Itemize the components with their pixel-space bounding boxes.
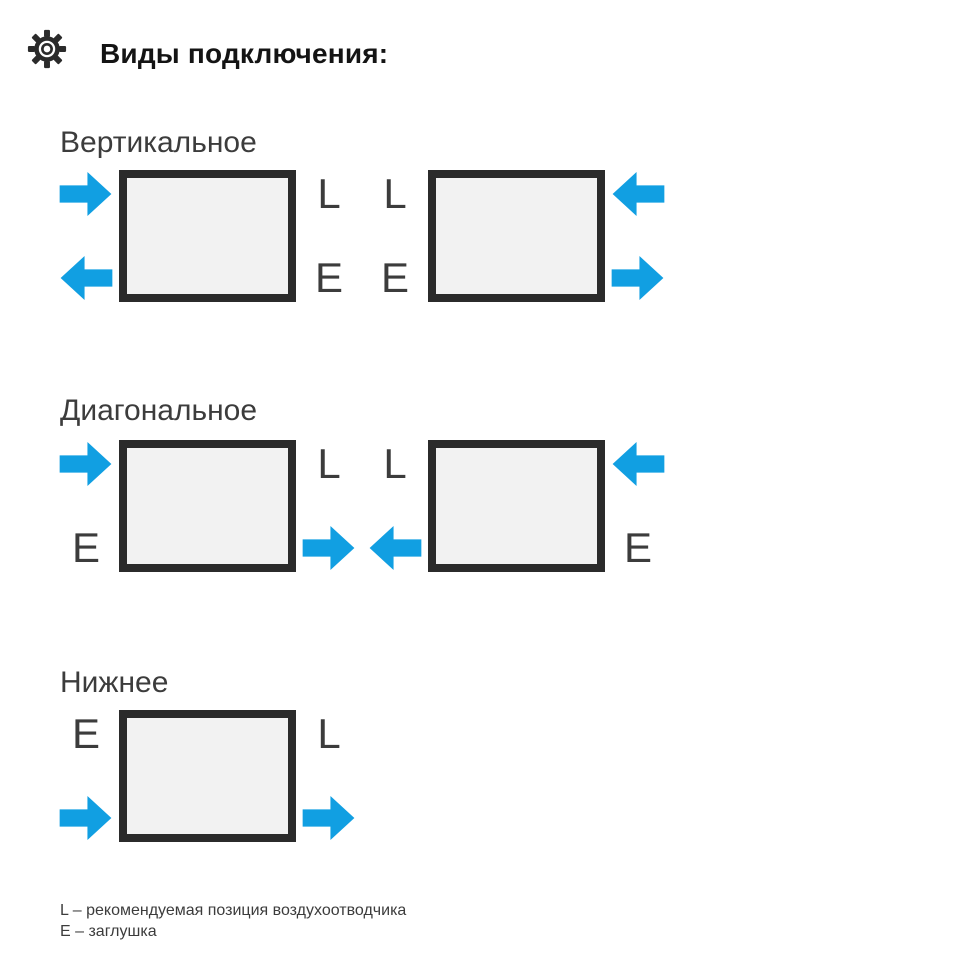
left-port-column bbox=[367, 440, 423, 572]
port-slot-right-top bbox=[301, 710, 357, 758]
flow-arrow-right-icon bbox=[611, 255, 665, 301]
port-label-e: E bbox=[623, 524, 652, 571]
port-slot-left-top bbox=[58, 440, 114, 488]
port-slot-right-bottom bbox=[301, 524, 357, 572]
flow-arrow-left-icon bbox=[368, 525, 422, 571]
port-slot-right-bottom bbox=[610, 254, 666, 302]
radiator-box bbox=[428, 440, 605, 572]
port-slot-right-top bbox=[610, 440, 666, 488]
flow-arrow-right-icon bbox=[59, 441, 113, 487]
port-slot-right-bottom bbox=[301, 794, 357, 842]
radiator-group bbox=[367, 440, 666, 572]
section-3 bbox=[0, 666, 970, 842]
section-heading: Нижнее bbox=[60, 666, 169, 699]
port-slot-right-top bbox=[610, 170, 666, 218]
left-port-column bbox=[58, 710, 114, 842]
port-label-l: L bbox=[383, 170, 407, 217]
port-slot-left-bottom bbox=[58, 254, 114, 302]
flow-arrow-left-icon bbox=[611, 171, 665, 217]
port-slot-right-top bbox=[301, 440, 357, 488]
flow-arrow-right-icon bbox=[302, 795, 356, 841]
port-label-l: L bbox=[317, 440, 341, 487]
radiator-box bbox=[119, 440, 296, 572]
flow-arrow-right-icon bbox=[59, 171, 113, 217]
section-2 bbox=[0, 394, 970, 572]
left-port-column bbox=[58, 440, 114, 572]
port-slot-left-top bbox=[58, 170, 114, 218]
port-label-e: E bbox=[314, 254, 343, 301]
port-label-e: E bbox=[380, 254, 409, 301]
legend-line-air-vent: L – рекомендуемая позиция воздухоотводчика bbox=[60, 902, 407, 919]
legend-line-plug: E – заглушка bbox=[60, 923, 157, 940]
port-slot-left-top bbox=[367, 440, 423, 488]
radiator-group bbox=[367, 170, 666, 302]
port-slot-right-bottom bbox=[301, 254, 357, 302]
port-slot-left-bottom bbox=[367, 254, 423, 302]
radiator-group bbox=[58, 170, 357, 302]
radiator-box bbox=[119, 170, 296, 302]
page-title: Виды подключения: bbox=[100, 38, 389, 69]
right-port-column bbox=[610, 440, 666, 572]
port-label-l: L bbox=[317, 710, 341, 757]
radiator-group bbox=[58, 440, 357, 572]
right-port-column bbox=[301, 170, 357, 302]
flow-arrow-right-icon bbox=[302, 525, 356, 571]
port-label-l: L bbox=[317, 170, 341, 217]
right-port-column bbox=[301, 440, 357, 572]
radiator-box bbox=[428, 170, 605, 302]
port-slot-left-bottom bbox=[58, 794, 114, 842]
left-port-column bbox=[58, 170, 114, 302]
port-slot-left-bottom bbox=[58, 524, 114, 572]
port-slot-left-top bbox=[367, 170, 423, 218]
legend bbox=[60, 900, 406, 942]
flow-arrow-left-icon bbox=[611, 441, 665, 487]
port-slot-left-bottom bbox=[367, 524, 423, 572]
flow-arrow-left-icon bbox=[59, 255, 113, 301]
port-slot-right-bottom bbox=[610, 524, 666, 572]
port-slot-right-top bbox=[301, 170, 357, 218]
section-heading: Вертикальное bbox=[60, 126, 257, 159]
right-port-column bbox=[610, 170, 666, 302]
port-label-e: E bbox=[71, 524, 100, 571]
section-heading: Диагональное bbox=[60, 394, 258, 427]
port-label-e: E bbox=[71, 710, 100, 757]
right-port-column bbox=[301, 710, 357, 842]
port-slot-left-top bbox=[58, 710, 114, 758]
gear-icon bbox=[26, 28, 68, 70]
port-label-l: L bbox=[383, 440, 407, 487]
left-port-column bbox=[367, 170, 423, 302]
flow-arrow-right-icon bbox=[59, 795, 113, 841]
radiator-group bbox=[58, 710, 357, 842]
radiator-box bbox=[119, 710, 296, 842]
section-1 bbox=[0, 126, 970, 302]
